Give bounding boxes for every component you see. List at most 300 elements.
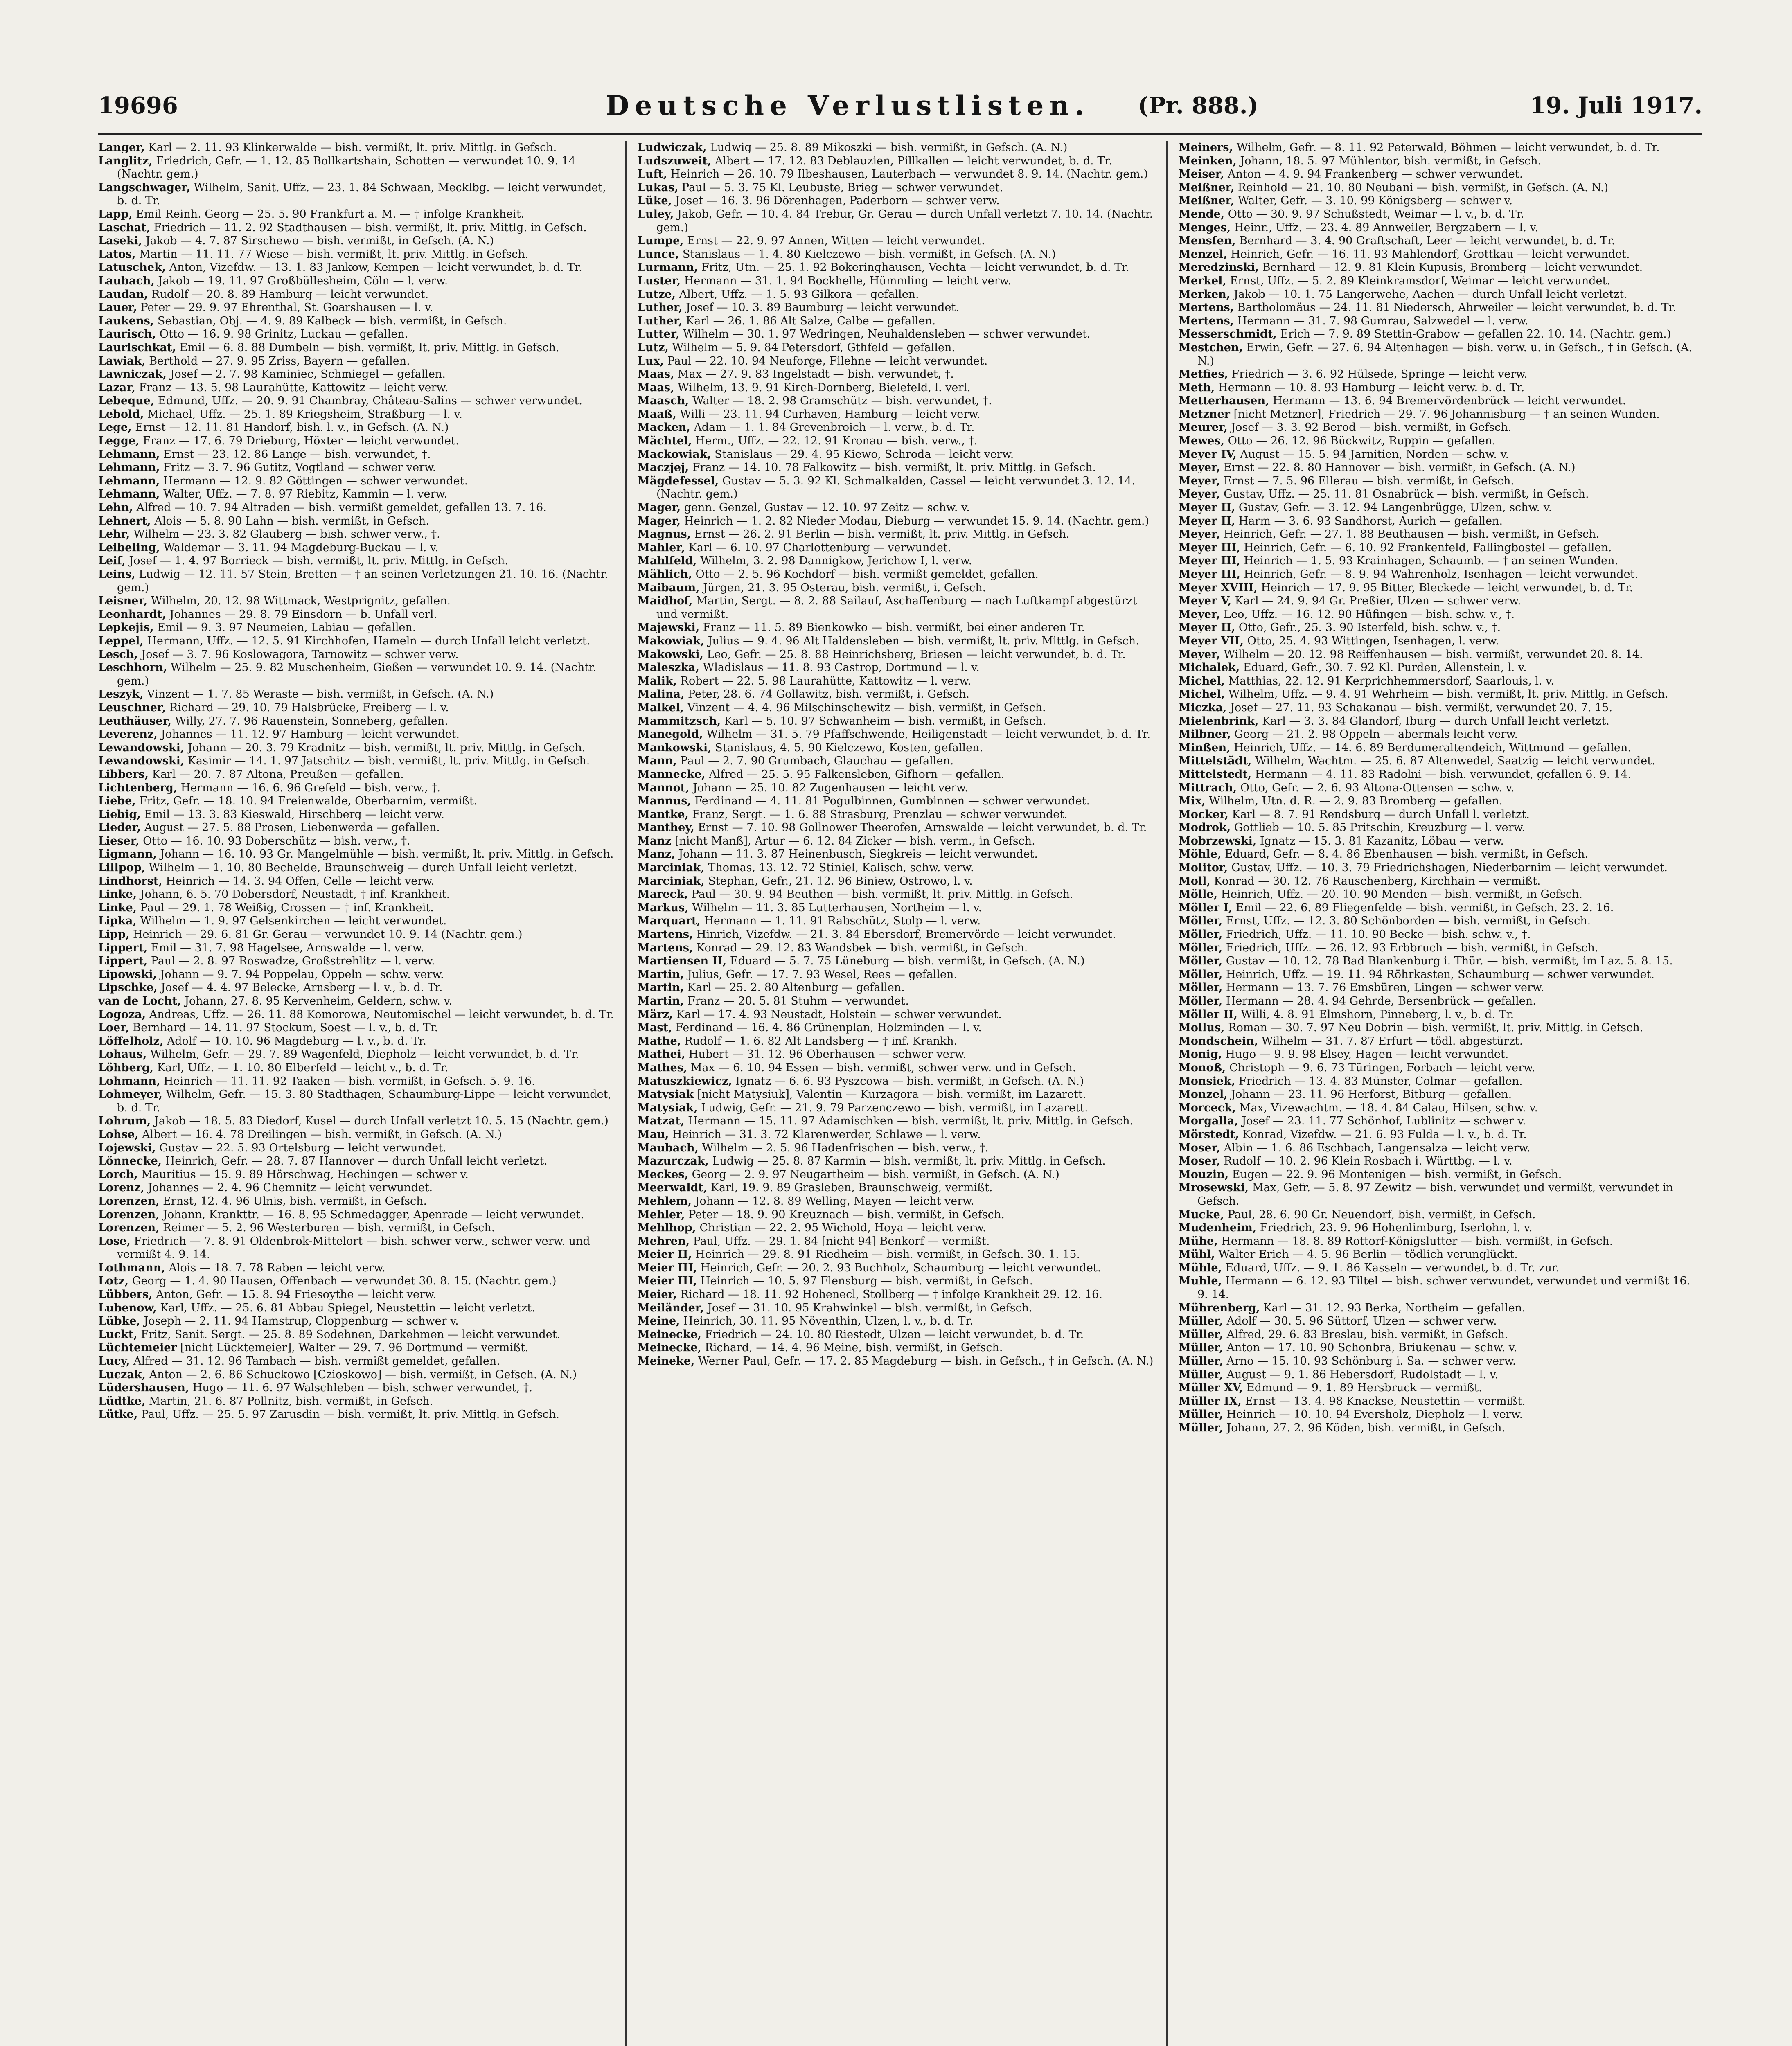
casualty-entry bbox=[638, 368, 1154, 381]
casualty-entry bbox=[638, 928, 1154, 942]
casualty-entry bbox=[638, 541, 1154, 555]
entry-details: Jakob, Gefr. — 10. 4. 84 Trebur, Gr. Gerau — durch Unfall verletzt 7. 10. 14. (Nachtr. gem.) bbox=[656, 207, 1153, 234]
entry-details: Friedrich, Uffz. — 26. 12. 93 Erbbruch — bish. vermißt, in Gefsch. bbox=[1226, 941, 1598, 954]
entry-surname: Meinken, bbox=[1179, 154, 1237, 167]
entry-details: Albert — 17. 12. 83 Deblauzien, Pillkallen — leicht verwundet, b. d. Tr. bbox=[715, 154, 1112, 167]
casualty-entry bbox=[638, 1221, 1154, 1235]
casualty-entry bbox=[638, 168, 1154, 181]
entry-surname: Matzat, bbox=[638, 1115, 685, 1128]
entry-details: Martin — 11. 11. 77 Wiese — bish. vermißt, lt. priv. Mittlg. in Gefsch. bbox=[139, 248, 529, 261]
entry-details: Jakob — 4. 7. 87 Sirschewo — bish. vermißt, in Gefsch. (A. N.) bbox=[145, 234, 494, 248]
entry-details: Hugo — 9. 9. 98 Elsey, Hagen — leicht verwundet. bbox=[1225, 1048, 1509, 1061]
entry-surname: Morceck, bbox=[1179, 1101, 1236, 1114]
casualty-entry bbox=[1179, 968, 1695, 982]
entry-surname: Lohmeyer, bbox=[98, 1088, 162, 1101]
entry-details: Matthias, 22. 12. 91 Kerprichhemmersdorf, Saarlouis, l. v. bbox=[1228, 674, 1554, 687]
entry-surname: Martin, bbox=[638, 981, 684, 994]
entry-surname: Mielenbrink, bbox=[1179, 714, 1259, 728]
entry-surname: Lönnecke, bbox=[98, 1155, 162, 1168]
casualty-entry bbox=[638, 942, 1154, 955]
entry-surname: Matysiak, bbox=[638, 1101, 698, 1114]
casualty-entry bbox=[98, 501, 615, 515]
entry-surname: Luczak, bbox=[98, 1368, 146, 1381]
casualty-entry bbox=[638, 1235, 1154, 1248]
casualty-entry bbox=[1179, 368, 1695, 381]
entry-details: Hermann — 6. 12. 93 Tiltel — bish. schwer verwundet, verwundet und vermißt 16. 9. 14. bbox=[1197, 1275, 1691, 1301]
entry-details: Franz — 11. 5. 89 Bienkowko — bish. vermißt, bei einer anderen Tr. bbox=[703, 621, 1085, 634]
casualty-entry bbox=[638, 155, 1154, 168]
entry-surname: Mörstedt, bbox=[1179, 1128, 1239, 1141]
entry-details: Max, Vizewachtm. — 18. 4. 84 Calau, Hilsen, schw. v. bbox=[1239, 1101, 1538, 1114]
entry-surname: Martiensen II, bbox=[638, 955, 727, 968]
entry-surname: Marciniak, bbox=[638, 874, 705, 888]
entry-surname: Meurer, bbox=[1179, 421, 1228, 434]
entry-details: Kasimir — 14. 1. 97 Jatschitz — bish. vermißt, lt. priv. Mittlg. in Gefsch. bbox=[187, 755, 590, 768]
entry-surname: Mannecke, bbox=[638, 768, 706, 781]
entry-surname: Mobrzewski, bbox=[1179, 834, 1257, 847]
entry-surname: Langschwager, bbox=[98, 181, 190, 194]
casualty-entry bbox=[98, 1142, 615, 1155]
casualty-entry bbox=[638, 528, 1154, 541]
casualty-entry bbox=[98, 955, 615, 968]
casualty-entry bbox=[1179, 1221, 1695, 1235]
entry-details: Ernst, Uffz. — 5. 2. 89 Kleinkramsdorf, Weimar — leicht verwundet. bbox=[1230, 274, 1610, 287]
casualty-entry bbox=[1179, 715, 1695, 728]
entry-details: Alfred — 25. 5. 95 Falkensleben, Gifhorn — gefallen. bbox=[709, 768, 1004, 781]
casualty-entry bbox=[1179, 995, 1695, 1008]
casualty-entry bbox=[1179, 275, 1695, 288]
entry-surname: Möhle, bbox=[1179, 848, 1222, 861]
casualty-entry bbox=[1179, 581, 1695, 595]
casualty-entry bbox=[98, 1302, 615, 1315]
casualty-entry bbox=[1179, 1408, 1695, 1422]
entry-details: Richard — 29. 10. 79 Halsbrücke, Freiberg — l. v. bbox=[169, 701, 449, 714]
entry-surname: Metfies, bbox=[1179, 368, 1228, 381]
entry-details: Hermann — 10. 8. 93 Hamburg — leicht verw. b. d. Tr. bbox=[1218, 381, 1525, 394]
casualty-entry bbox=[98, 875, 615, 888]
entry-details: Hermann — 18. 8. 89 Rottorf-Königslutter — bish. vermißt, in Gefsch. bbox=[1221, 1235, 1613, 1248]
entry-details: Wilhelm — 11. 3. 85 Lutterhausen, Northeim — l. v. bbox=[692, 901, 982, 914]
casualty-entry bbox=[98, 1061, 615, 1075]
entry-details: Johann, 27. 2. 96 Köden, bish. vermißt, in Gefsch. bbox=[1226, 1422, 1506, 1434]
entry-details: Wilhelm, 13. 9. 91 Kirch-Dornberg, Bielefeld, l. verl. bbox=[678, 381, 971, 394]
casualty-entry bbox=[98, 1355, 615, 1368]
entry-details: Hermann — 13. 7. 76 Emsbüren, Lingen — schwer verw. bbox=[1226, 981, 1544, 994]
casualty-entry bbox=[1179, 1368, 1695, 1382]
entry-surname: Lorenzen, bbox=[98, 1221, 160, 1235]
casualty-entry bbox=[98, 141, 615, 155]
entry-details: Josef — 10. 3. 89 Baumburg — leicht verwundet. bbox=[686, 301, 959, 314]
casualty-entry bbox=[638, 1048, 1154, 1061]
entry-surname: Mannus, bbox=[638, 795, 691, 808]
casualty-entry bbox=[98, 408, 615, 421]
casualty-entry bbox=[638, 1128, 1154, 1142]
document-page bbox=[98, 88, 1702, 2046]
entry-surname: Mahlfeld, bbox=[638, 554, 697, 568]
entry-surname: Mühe, bbox=[1179, 1235, 1218, 1248]
entry-details: Erich — 7. 9. 89 Stettin-Grabow — gefallen 22. 10. 14. (Nachtr. gem.) bbox=[1280, 328, 1671, 341]
casualty-entry bbox=[98, 275, 615, 288]
entry-surname: Meiländer, bbox=[638, 1301, 704, 1314]
entry-surname: Meinecke, bbox=[638, 1341, 701, 1354]
entry-details: Gustav — 10. 12. 78 Bad Blankenburg i. Thür. — bish. vermißt, im Laz. 5. 8. 15. bbox=[1226, 955, 1673, 968]
casualty-entry bbox=[98, 1128, 615, 1142]
casualty-entry bbox=[638, 1168, 1154, 1182]
entry-surname: Moser, bbox=[1179, 1155, 1220, 1168]
entry-details: Fritz, Sanit. Sergt. — 25. 8. 89 Sodehnen, Darkehmen — leicht verwundet. bbox=[141, 1328, 561, 1341]
casualty-entry bbox=[638, 1315, 1154, 1328]
entry-details: Willi — 23. 11. 94 Curhaven, Hamburg — leicht verw. bbox=[680, 408, 981, 421]
casualty-entry bbox=[1179, 1128, 1695, 1142]
entry-surname: Leszyk, bbox=[98, 688, 144, 701]
casualty-entry bbox=[98, 155, 615, 181]
casualty-entry bbox=[1179, 488, 1695, 501]
entry-details: Karl — 6. 10. 97 Charlottenburg — verwundet. bbox=[688, 541, 951, 554]
entry-surname: Mestchen, bbox=[1179, 341, 1243, 354]
entry-surname: Meyer II, bbox=[1179, 621, 1235, 634]
casualty-entry bbox=[1179, 248, 1695, 261]
entry-details: Georg — 1. 4. 90 Hausen, Offenbach — verwundet 30. 8. 15. (Nachtr. gem.) bbox=[132, 1275, 557, 1288]
entry-surname: Mensfen, bbox=[1179, 234, 1236, 248]
casualty-entry bbox=[1179, 1381, 1695, 1395]
entry-surname: Lebeque, bbox=[98, 394, 155, 408]
entry-details: Franz — 14. 10. 78 Falkowitz — bish. vermißt, lt. priv. Mittlg. in Gefsch. bbox=[692, 461, 1096, 474]
entry-details: Hermann — 4. 11. 83 Radolni — bish. verwundet, gefallen 6. 9. 14. bbox=[1255, 768, 1631, 781]
entry-details: Otto — 26. 12. 96 Bückwitz, Ruppin — gefallen. bbox=[1228, 435, 1496, 448]
casualty-entry bbox=[1179, 1048, 1695, 1061]
casualty-entry bbox=[1179, 1142, 1695, 1155]
entry-details: Ferdinand — 16. 4. 86 Grünenplan, Holzminden — l. v. bbox=[676, 1021, 982, 1034]
casualty-entry bbox=[1179, 701, 1695, 715]
entry-details: Franz — 13. 5. 98 Laurahütte, Kattowitz — leicht verw. bbox=[139, 381, 448, 394]
entry-surname: Lux, bbox=[638, 354, 664, 367]
casualty-entry bbox=[638, 1341, 1154, 1355]
entry-surname: Maas, bbox=[638, 368, 674, 381]
entry-surname: Lieser, bbox=[98, 834, 140, 847]
entry-surname: Mehlhop, bbox=[638, 1221, 696, 1235]
entry-surname: Maibaum, bbox=[638, 581, 700, 594]
entry-details: Johann, 6. 5. 70 Dobersdorf, Neustadt, † inf. Krankheit. bbox=[140, 888, 450, 901]
entry-details: Michael, Uffz. — 25. 1. 89 Kriegsheim, Straßburg — l. v. bbox=[147, 408, 463, 421]
casualty-entry bbox=[98, 381, 615, 395]
entry-surname: Meckes, bbox=[638, 1168, 688, 1181]
entry-surname: Maczjej, bbox=[638, 461, 689, 474]
casualty-entry bbox=[98, 1275, 615, 1288]
casualty-entry bbox=[638, 568, 1154, 581]
casualty-entry bbox=[638, 208, 1154, 234]
casualty-entry bbox=[1179, 915, 1695, 928]
entry-surname: Lutze, bbox=[638, 288, 676, 301]
entry-details: Fritz, Gefr. — 18. 10. 94 Freienwalde, Oberbarnim, vermißt. bbox=[139, 795, 478, 808]
casualty-entry bbox=[98, 1328, 615, 1342]
entry-details: Berthold — 27. 9. 95 Zriss, Bayern — gefallen. bbox=[149, 354, 410, 367]
casualty-entry bbox=[1179, 554, 1695, 568]
entry-details: Heinr., Uffz. — 23. 4. 89 Annweiler, Bergzabern — l. v. bbox=[1234, 221, 1539, 234]
casualty-entry bbox=[98, 661, 615, 688]
casualty-entry bbox=[98, 848, 615, 861]
entry-surname: Lojewski, bbox=[98, 1141, 156, 1154]
entry-details: Otto — 16. 10. 93 Doberschütz — bish. verw., †. bbox=[143, 834, 410, 847]
entry-details: Ferdinand — 4. 11. 81 Pogulbinnen, Gumbinnen — schwer verwundet. bbox=[694, 795, 1090, 808]
entry-details: Vinzent — 1. 7. 85 Weraste — bish. vermißt, in Gefsch. (A. N.) bbox=[147, 688, 494, 701]
casualty-entry bbox=[98, 741, 615, 755]
entry-surname: Leppel, bbox=[98, 634, 144, 647]
entry-details: Anton, Gefr. — 15. 8. 94 Friesoythe — leicht verw. bbox=[156, 1288, 437, 1301]
casualty-entry bbox=[638, 234, 1154, 248]
entry-details: Jakob — 18. 5. 83 Diedorf, Kusel — durch Unfall verletzt 10. 5. 15 (Nachtr. gem.) bbox=[154, 1115, 609, 1128]
entry-surname: Lipowski, bbox=[98, 968, 157, 981]
entry-surname: Mühl, bbox=[1179, 1248, 1215, 1261]
entry-details: Hermann — 12. 9. 82 Göttingen — schwer verwundet. bbox=[163, 474, 468, 487]
entry-surname: Lehn, bbox=[98, 501, 133, 514]
casualty-entry bbox=[1179, 888, 1695, 901]
entry-surname: Malik, bbox=[638, 674, 677, 687]
entry-details: Johann, 27. 8. 95 Kervenheim, Geldern, schw. v. bbox=[185, 995, 453, 1007]
casualty-entry bbox=[638, 635, 1154, 648]
entry-details: Josef — 23. 11. 77 Schönhof, Lublinitz — schwer v. bbox=[1242, 1115, 1526, 1128]
entry-surname: Lüdtke, bbox=[98, 1395, 146, 1408]
entry-surname: Luft, bbox=[638, 168, 667, 181]
entry-surname: Menges, bbox=[1179, 221, 1231, 234]
entry-details: Wladislaus — 11. 8. 93 Castrop, Dortmund — l. v. bbox=[703, 661, 980, 674]
entry-surname: Minßen, bbox=[1179, 741, 1231, 754]
entry-surname: Ligmann, bbox=[98, 848, 157, 861]
entry-details: Ignatz — 6. 6. 93 Pyszcowa — bish. vermißt, in Gefsch. (A. N.) bbox=[735, 1075, 1084, 1088]
casualty-entry bbox=[1179, 901, 1695, 915]
casualty-entry bbox=[1179, 1302, 1695, 1315]
entry-details: Heinrich — 10. 10. 94 Eversholz, Diepholz — l. verw. bbox=[1226, 1408, 1523, 1421]
casualty-entry bbox=[1179, 675, 1695, 688]
entry-details: Karl — 31. 12. 93 Berka, Northeim — gefallen. bbox=[1263, 1301, 1526, 1314]
entry-surname: Mocker, bbox=[1179, 808, 1228, 821]
entry-details: Richard, — 14. 4. 96 Meine, bish. vermißt, in Gefsch. bbox=[705, 1341, 1003, 1354]
casualty-entry bbox=[98, 1262, 615, 1275]
entry-surname: Mühle, bbox=[1179, 1261, 1222, 1274]
entry-details: Ernst, Uffz. — 12. 3. 80 Schönborden — bish. vermißt, in Gefsch. bbox=[1226, 915, 1591, 928]
entry-details: Willi, 4. 8. 91 Elmshorn, Pinneberg, l. v., b. d. Tr. bbox=[1241, 1008, 1514, 1021]
casualty-entry bbox=[1179, 808, 1695, 822]
casualty-entry bbox=[1179, 1328, 1695, 1342]
casualty-entry bbox=[1179, 821, 1695, 835]
entry-surname: Modrok, bbox=[1179, 821, 1231, 834]
entry-surname: Meyer, bbox=[1179, 488, 1220, 501]
casualty-entry bbox=[1179, 234, 1695, 248]
entry-details: Herm., Uffz. — 22. 12. 91 Kronau — bish. verw., †. bbox=[695, 435, 978, 448]
casualty-entry bbox=[638, 621, 1154, 635]
entry-surname: Moll, bbox=[1179, 874, 1210, 888]
entry-details: Emil — 13. 3. 83 Kieswald, Hirschberg — leicht verw. bbox=[144, 808, 444, 821]
casualty-entry bbox=[98, 901, 615, 915]
casualty-entry bbox=[1179, 782, 1695, 795]
entry-details: Albert — 16. 4. 78 Dreilingen — bish. vermißt, in Gefsch. (A. N.) bbox=[142, 1128, 502, 1141]
casualty-entry bbox=[1179, 1115, 1695, 1128]
casualty-entry bbox=[98, 475, 615, 488]
entry-surname: Lurmann, bbox=[638, 261, 698, 274]
casualty-entry bbox=[98, 768, 615, 782]
entry-details: Eugen — 22. 9. 96 Montenigen — bish. vermißt, in Gefsch. bbox=[1232, 1168, 1562, 1181]
casualty-entry bbox=[1179, 1168, 1695, 1182]
entry-surname: Lubenow, bbox=[98, 1301, 157, 1314]
entry-details: Eduard — 5. 7. 75 Lüneburg — bish. vermißt, in Gefsch. (A. N.) bbox=[730, 955, 1085, 968]
entry-details: Arno — 15. 10. 93 Schönburg i. Sa. — schwer verw. bbox=[1226, 1355, 1516, 1368]
casualty-entry bbox=[98, 995, 615, 1008]
entry-surname: Lauer, bbox=[98, 301, 137, 314]
entry-surname: Lohrum, bbox=[98, 1115, 151, 1128]
entry-details: Johann, Krankttr. — 16. 8. 95 Schmedagger, Apenrade — leicht verwundet. bbox=[163, 1208, 584, 1221]
entry-details: Eduard, Uffz. — 9. 1. 86 Kasseln — verwundet, b. d. Tr. zur. bbox=[1225, 1261, 1560, 1274]
casualty-entry bbox=[1179, 515, 1695, 528]
entry-surname: Luley, bbox=[638, 207, 674, 221]
entry-details: Wilhelm, Gefr. — 15. 3. 80 Stadthagen, Schaumburg-Lippe — leicht verwundet, b. d. Tr. bbox=[117, 1088, 612, 1114]
casualty-entry bbox=[638, 394, 1154, 408]
casualty-entry bbox=[98, 554, 615, 568]
casualty-entry bbox=[98, 1221, 615, 1235]
entry-surname: Malina, bbox=[638, 688, 685, 701]
entry-surname: Lepkejis, bbox=[98, 621, 154, 634]
entry-details: Ludwig — 12. 11. 57 Stein, Bretten — † an seinen Verletzungen 21. 10. 16. (Nachtr. gem.) bbox=[117, 568, 608, 594]
entry-details: Heinrich, Gefr. — 27. 1. 88 Beuthausen — bish. vermißt, in Gefsch. bbox=[1224, 528, 1600, 541]
casualty-entry bbox=[638, 715, 1154, 728]
entry-surname: Latos, bbox=[98, 248, 136, 261]
entry-details: Edmund, Uffz. — 20. 9. 91 Chambray, Château-Salins — schwer verwundet. bbox=[158, 394, 582, 408]
entry-surname: Liebe, bbox=[98, 795, 136, 808]
casualty-entry bbox=[638, 328, 1154, 341]
casualty-entry bbox=[98, 515, 615, 528]
entry-details: Julius, Gefr. — 17. 7. 93 Wesel, Rees — gefallen. bbox=[687, 968, 957, 981]
entry-surname: Meyer, bbox=[1179, 461, 1220, 474]
entry-details: Konrad — 29. 12. 83 Wandsbek — bish. vermißt, in Gefsch. bbox=[697, 941, 1028, 954]
casualty-entry bbox=[98, 635, 615, 648]
entry-details: Heinrich, Gefr. — 8. 9. 94 Wahrenholz, Isenhagen — leicht verwundet. bbox=[1244, 568, 1639, 581]
entry-details: [nicht Lücktemeier], Walter — 29. 7. 96 Dortmund — vermißt. bbox=[180, 1341, 529, 1354]
entry-details: Karl, 19. 9. 89 Grasleben, Braunschweig, vermißt. bbox=[710, 1181, 993, 1194]
entry-details: Georg — 2. 9. 97 Neugartheim — bish. vermißt, in Gefsch. (A. N.) bbox=[692, 1168, 1059, 1181]
entry-surname: Loer, bbox=[98, 1021, 129, 1034]
entry-details: Ludwig — 25. 8. 87 Karmin — bish. vermißt, lt. priv. Mittlg. in Gefsch. bbox=[712, 1155, 1106, 1168]
entry-surname: Müller, bbox=[1179, 1422, 1223, 1434]
entry-details: Otto, 25. 4. 93 Wittingen, Isenhagen, l. verw. bbox=[1247, 634, 1499, 647]
entry-surname: Müller, bbox=[1179, 1315, 1223, 1328]
entry-details: Jürgen, 21. 3. 95 Osterau, bish. vermißt, i. Gefsch. bbox=[703, 581, 986, 594]
entry-surname: Möller, bbox=[1179, 995, 1223, 1007]
entry-details: Paul, Uffz. — 25. 5. 97 Zarusdin — bish. vermißt, lt. priv. Mittlg. in Gefsch. bbox=[141, 1408, 560, 1421]
entry-details: Walter Erich — 4. 5. 96 Berlin — tödlich verunglückt. bbox=[1218, 1248, 1518, 1261]
casualty-entry bbox=[98, 488, 615, 501]
entry-surname: Leuthäuser, bbox=[98, 714, 172, 728]
entry-surname: Maidhof, bbox=[638, 595, 693, 608]
entry-details: Ernst — 22. 8. 80 Hannover — bish. vermißt, in Gefsch. (A. N.) bbox=[1224, 461, 1576, 474]
entry-details: Heinrich — 1. 5. 93 Krainhagen, Schaumb. — † an seinen Wunden. bbox=[1244, 554, 1618, 568]
entry-surname: Meyer V, bbox=[1179, 595, 1232, 608]
entry-surname: Maas, bbox=[638, 381, 674, 394]
entry-details: Rudolf — 10. 2. 96 Klein Rosbach i. Württbg. — l. v. bbox=[1224, 1155, 1512, 1168]
entry-surname: Lipp, bbox=[98, 928, 130, 941]
entry-details: Heinrich, Gefr. — 28. 7. 87 Hannover — durch Unfall leicht verletzt. bbox=[165, 1155, 548, 1168]
casualty-entry bbox=[638, 782, 1154, 795]
entry-details: Heinrich, Uffz. — 19. 11. 94 Röhrkasten, Schaumburg — schwer verwundet. bbox=[1226, 968, 1655, 981]
entry-surname: Meyer IV, bbox=[1179, 448, 1237, 461]
entry-surname: Logoza, bbox=[98, 1008, 146, 1021]
entry-details: Paul — 2. 7. 90 Grumbach, Glauchau — gefallen. bbox=[680, 755, 954, 768]
entry-details: Adam — 1. 1. 84 Grevenbroich — l. verw., b. d. Tr. bbox=[694, 421, 975, 434]
casualty-entry bbox=[98, 315, 615, 328]
casualty-entry bbox=[638, 701, 1154, 715]
entry-details: Wilhelm — 1. 9. 97 Gelsenkirchen — leicht verwundet. bbox=[140, 915, 447, 928]
entry-details: Josef — 1. 4. 97 Borrieck — bish. vermißt, lt. priv. Mittlg. in Gefsch. bbox=[129, 554, 508, 568]
entry-surname: Monzel, bbox=[1179, 1088, 1228, 1101]
entry-details: Heinrich — 31. 3. 72 Klarenwerder, Schlawe — l. verw. bbox=[672, 1128, 981, 1141]
entry-surname: Lothmann, bbox=[98, 1261, 165, 1274]
entry-details: Bernhard — 14. 11. 97 Stockum, Soest — l. v., b. d. Tr. bbox=[133, 1021, 438, 1034]
casualty-entry bbox=[638, 1262, 1154, 1275]
casualty-entry bbox=[638, 315, 1154, 328]
casualty-entry bbox=[98, 1035, 615, 1048]
entry-surname: Monsiek, bbox=[1179, 1075, 1235, 1088]
casualty-entry bbox=[1179, 394, 1695, 408]
entry-details: Walter, Uffz. — 7. 8. 97 Riebitz, Kammin — l. verw. bbox=[163, 488, 447, 501]
entry-surname: Lübbers, bbox=[98, 1288, 153, 1301]
entry-details: Walter, Gefr. — 3. 10. 99 Königsberg — schwer v. bbox=[1237, 194, 1513, 207]
entry-surname: Lehr, bbox=[98, 528, 130, 541]
entry-surname: Leonhardt, bbox=[98, 608, 166, 621]
entry-details: Emil Reinh. Georg — 25. 5. 90 Frankfurt a. M. — † infolge Krankheit. bbox=[136, 207, 525, 221]
entry-details: Otto, Gefr. — 2. 6. 93 Altona-Ottensen — schw. v. bbox=[1240, 781, 1515, 794]
entry-surname: Laukens, bbox=[98, 314, 154, 327]
entry-details: Wilhelm — 1. 10. 80 Bechelde, Braunschweig — durch Unfall leicht verletzt. bbox=[149, 861, 577, 874]
casualty-entry bbox=[1179, 1235, 1695, 1248]
entry-surname: Müller, bbox=[1179, 1368, 1223, 1381]
entry-details: Hermann — 31. 1. 94 Bockhelle, Hümmling — leicht verw. bbox=[684, 274, 1012, 287]
entry-surname: Meyer III, bbox=[1179, 554, 1240, 568]
entry-surname: Mondschein, bbox=[1179, 1034, 1258, 1048]
entry-surname: Martin, bbox=[638, 968, 684, 981]
entry-details: Johann — 20. 3. 79 Kradnitz — bish. vermißt, lt. priv. Mittlg. in Gefsch. bbox=[187, 741, 586, 754]
entry-surname: Molitor, bbox=[1179, 861, 1228, 874]
entry-surname: Maleszka, bbox=[638, 661, 699, 674]
entry-surname: Matuszkiewicz, bbox=[638, 1075, 732, 1088]
casualty-entry bbox=[638, 1155, 1154, 1168]
entry-details: Hermann — 31. 7. 98 Gumrau, Salzwedel — l. verw. bbox=[1237, 314, 1528, 327]
entry-details: Friedrich, Gefr. — 1. 12. 85 Bollkartshain, Schotten — verwundet 10. 9. 14 (Nachtr. gem.) bbox=[117, 154, 576, 181]
casualty-entry bbox=[98, 394, 615, 408]
entry-details: Anton, Vizefdw. — 13. 1. 83 Jankow, Kempen — leicht verwundet, b. d. Tr. bbox=[169, 261, 582, 274]
casualty-entry bbox=[1179, 194, 1695, 208]
casualty-entry bbox=[1179, 795, 1695, 808]
entry-surname: van de Locht, bbox=[98, 995, 181, 1007]
casualty-entry bbox=[98, 288, 615, 302]
entry-surname: Marciniak, bbox=[638, 861, 705, 874]
casualty-entry bbox=[638, 1248, 1154, 1262]
entry-details: Max, Gefr. — 5. 8. 97 Zewitz — bish. verwundet und vermißt, verwundet in Gefsch. bbox=[1197, 1181, 1673, 1208]
casualty-entry bbox=[1179, 261, 1695, 275]
entry-details: Heinrich — 14. 3. 94 Offen, Celle — leicht verw. bbox=[166, 874, 435, 888]
entry-surname: Markus, bbox=[638, 901, 689, 914]
entry-details: Walter — 18. 2. 98 Gramschütz — bish. verwundet, †. bbox=[692, 394, 992, 408]
casualty-entry bbox=[1179, 141, 1695, 155]
entry-details: Ernst — 13. 4. 98 Knackse, Neustettin — vermißt. bbox=[1245, 1395, 1526, 1408]
entry-surname: Mölle, bbox=[1179, 888, 1217, 901]
casualty-entry bbox=[1179, 1422, 1695, 1435]
entry-surname: Meier, bbox=[638, 1288, 677, 1301]
casualty-entry bbox=[98, 981, 615, 995]
column-divider bbox=[625, 141, 627, 2046]
casualty-entry bbox=[638, 968, 1154, 982]
entry-surname: Laurisch, bbox=[98, 328, 156, 341]
entry-details: Hugo — 11. 6. 97 Walschleben — bish. schwer verwundet, †. bbox=[192, 1381, 532, 1395]
entry-details: Karl — 26. 1. 86 Alt Salze, Calbe — gefallen. bbox=[686, 314, 936, 327]
entry-surname: Meier III, bbox=[638, 1275, 697, 1288]
casualty-entry bbox=[1179, 221, 1695, 235]
